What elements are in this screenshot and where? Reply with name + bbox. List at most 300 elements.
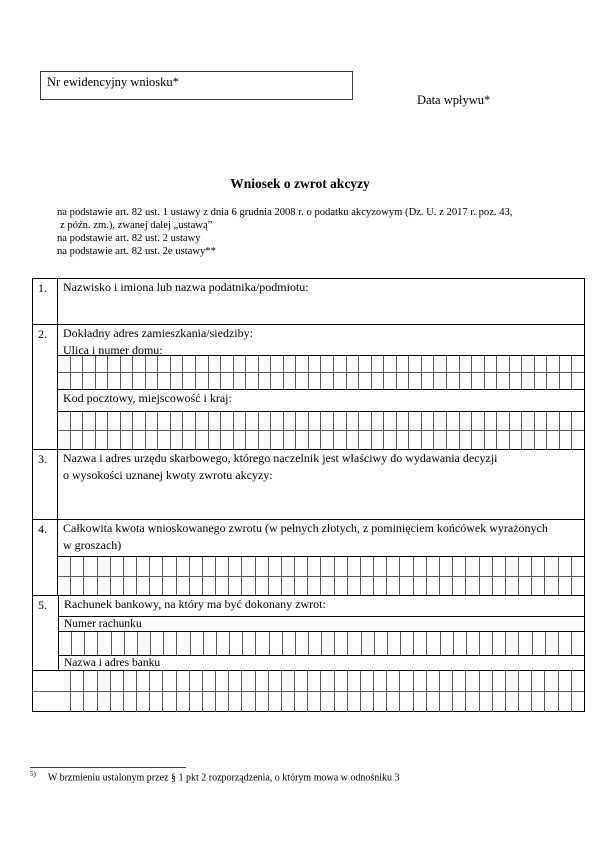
grid-cell[interactable] <box>346 373 359 389</box>
grid-cell[interactable] <box>120 431 133 449</box>
grid-cell[interactable] <box>270 431 283 449</box>
grid-cell[interactable] <box>97 692 110 712</box>
grid-cell[interactable] <box>571 373 584 389</box>
grid-cell[interactable] <box>571 632 584 655</box>
grid-cell[interactable] <box>421 431 434 449</box>
grid-cell[interactable] <box>466 632 479 655</box>
grid-cell[interactable] <box>484 373 497 389</box>
grid-cell[interactable] <box>58 671 70 691</box>
grid-cell[interactable] <box>182 356 195 372</box>
grid-cell[interactable] <box>189 557 202 576</box>
grid-cell[interactable] <box>505 671 518 691</box>
grid-cell[interactable] <box>283 431 296 449</box>
grid-cell[interactable] <box>233 356 246 372</box>
grid-cell[interactable] <box>97 632 110 655</box>
grid-cell[interactable] <box>373 577 386 595</box>
grid-cell[interactable] <box>124 632 137 655</box>
grid-cell[interactable] <box>521 431 534 449</box>
grid-cell[interactable] <box>413 632 426 655</box>
grid-cell[interactable] <box>176 577 189 595</box>
grid-cell[interactable] <box>157 431 170 449</box>
grid-cell[interactable] <box>532 632 545 655</box>
grid-cell[interactable] <box>162 671 175 691</box>
grid-cell[interactable] <box>195 431 208 449</box>
grid-cell[interactable] <box>58 373 70 389</box>
grid-cell[interactable] <box>373 557 386 576</box>
grid-cell[interactable] <box>71 632 84 655</box>
grid-cell[interactable] <box>465 671 478 691</box>
grid-cell[interactable] <box>559 412 572 430</box>
grid-cell[interactable] <box>107 412 120 430</box>
grid-cell[interactable] <box>307 692 320 712</box>
grid-cell[interactable] <box>182 373 195 389</box>
grid-cell[interactable] <box>255 557 268 576</box>
grid-cell[interactable] <box>281 692 294 712</box>
grid-cell[interactable] <box>283 373 296 389</box>
grid-cell[interactable] <box>571 412 584 430</box>
grid-cell[interactable] <box>220 412 233 430</box>
grid-cell[interactable] <box>176 632 189 655</box>
grid-cell[interactable] <box>518 632 531 655</box>
grid-cell[interactable] <box>509 412 522 430</box>
grid-cell[interactable] <box>95 373 108 389</box>
grid-cell[interactable] <box>320 577 333 595</box>
grid-cell[interactable] <box>505 577 518 595</box>
grid-cell[interactable] <box>505 692 518 712</box>
grid-cell[interactable] <box>170 356 183 372</box>
grid-cell[interactable] <box>258 373 271 389</box>
grid-cell[interactable] <box>571 557 584 576</box>
grid-cell[interactable] <box>534 412 547 430</box>
grid-cell[interactable] <box>509 373 522 389</box>
grid-cell[interactable] <box>307 557 320 576</box>
grid-cell[interactable] <box>70 373 83 389</box>
grid-cell[interactable] <box>268 692 281 712</box>
grid-cell[interactable] <box>83 557 96 576</box>
grid-cell[interactable] <box>386 671 399 691</box>
grid-cell[interactable] <box>216 632 229 655</box>
grid-cell[interactable] <box>546 431 559 449</box>
grid-cell[interactable] <box>459 356 472 372</box>
grid-cell[interactable] <box>479 632 492 655</box>
grid-cell[interactable] <box>70 431 83 449</box>
grid-cell[interactable] <box>558 692 571 712</box>
bank-char-grid-row[interactable] <box>33 691 584 712</box>
grid-cell[interactable] <box>371 373 384 389</box>
grid-cell[interactable] <box>215 671 228 691</box>
grid-cell[interactable] <box>294 671 307 691</box>
grid-cell[interactable] <box>360 692 373 712</box>
grid-cell[interactable] <box>347 577 360 595</box>
grid-cell[interactable] <box>111 632 124 655</box>
grid-cell[interactable] <box>374 632 387 655</box>
grid-cell[interactable] <box>245 412 258 430</box>
grid-cell[interactable] <box>107 373 120 389</box>
grid-cell[interactable] <box>421 356 434 372</box>
grid-cell[interactable] <box>162 557 175 576</box>
grid-cell[interactable] <box>439 557 452 576</box>
grid-cell[interactable] <box>465 692 478 712</box>
grid-cell[interactable] <box>132 412 145 430</box>
grid-cell[interactable] <box>283 356 296 372</box>
grid-cell[interactable] <box>373 692 386 712</box>
grid-cell[interactable] <box>452 577 465 595</box>
grid-cell[interactable] <box>255 671 268 691</box>
grid-cell[interactable] <box>83 577 96 595</box>
grid-cell[interactable] <box>110 692 123 712</box>
grid-cell[interactable] <box>459 431 472 449</box>
grid-cell[interactable] <box>426 632 439 655</box>
grid-cell[interactable] <box>110 671 123 691</box>
grid-cell[interactable] <box>149 577 162 595</box>
grid-cell[interactable] <box>471 356 484 372</box>
grid-cell[interactable] <box>215 557 228 576</box>
grid-cell[interactable] <box>149 557 162 576</box>
grid-cell[interactable] <box>83 671 96 691</box>
grid-cell[interactable] <box>399 692 412 712</box>
grid-cell[interactable] <box>334 577 347 595</box>
grid-cell[interactable] <box>320 431 333 449</box>
grid-cell[interactable] <box>82 373 95 389</box>
amount-char-grid-row[interactable] <box>58 556 584 576</box>
grid-cell[interactable] <box>347 557 360 576</box>
grid-cell[interactable] <box>82 356 95 372</box>
grid-cell[interactable] <box>268 577 281 595</box>
grid-cell[interactable] <box>546 356 559 372</box>
grid-cell[interactable] <box>413 692 426 712</box>
grid-cell[interactable] <box>333 412 346 430</box>
grid-cell[interactable] <box>157 412 170 430</box>
grid-cell[interactable] <box>446 412 459 430</box>
grid-cell[interactable] <box>202 577 215 595</box>
grid-cell[interactable] <box>268 557 281 576</box>
grid-cell[interactable] <box>358 373 371 389</box>
grid-cell[interactable] <box>70 671 83 691</box>
grid-cell[interactable] <box>399 577 412 595</box>
grid-cell[interactable] <box>228 671 241 691</box>
grid-cell[interactable] <box>132 356 145 372</box>
grid-cell[interactable] <box>283 412 296 430</box>
grid-cell[interactable] <box>182 412 195 430</box>
grid-cell[interactable] <box>58 692 70 712</box>
grid-cell[interactable] <box>228 577 241 595</box>
grid-cell[interactable] <box>518 577 531 595</box>
grid-cell[interactable] <box>509 431 522 449</box>
grid-cell[interactable] <box>347 671 360 691</box>
grid-cell[interactable] <box>571 356 584 372</box>
grid-cell[interactable] <box>358 356 371 372</box>
grid-cell[interactable] <box>492 671 505 691</box>
grid-cell[interactable] <box>334 557 347 576</box>
grid-cell[interactable] <box>408 431 421 449</box>
grid-cell[interactable] <box>544 671 557 691</box>
grid-cell[interactable] <box>95 356 108 372</box>
grid-cell[interactable] <box>559 373 572 389</box>
grid-cell[interactable] <box>123 692 136 712</box>
grid-cell[interactable] <box>107 356 120 372</box>
grid-cell[interactable] <box>208 412 221 430</box>
grid-cell[interactable] <box>360 577 373 595</box>
grid-cell[interactable] <box>308 632 321 655</box>
grid-cell[interactable] <box>433 373 446 389</box>
grid-cell[interactable] <box>123 577 136 595</box>
grid-cell[interactable] <box>245 356 258 372</box>
grid-cell[interactable] <box>282 632 295 655</box>
grid-cell[interactable] <box>307 671 320 691</box>
grid-cell[interactable] <box>387 632 400 655</box>
grid-cell[interactable] <box>157 373 170 389</box>
grid-cell[interactable] <box>170 373 183 389</box>
grid-cell[interactable] <box>132 431 145 449</box>
grid-cell[interactable] <box>492 632 505 655</box>
grid-cell[interactable] <box>373 671 386 691</box>
grid-cell[interactable] <box>215 577 228 595</box>
grid-cell[interactable] <box>136 692 149 712</box>
grid-cell[interactable] <box>270 412 283 430</box>
grid-cell[interactable] <box>446 431 459 449</box>
grid-cell[interactable] <box>120 412 133 430</box>
grid-cell[interactable] <box>484 356 497 372</box>
grid-cell[interactable] <box>149 671 162 691</box>
postal-char-grid-row[interactable] <box>58 411 584 430</box>
grid-cell[interactable] <box>433 431 446 449</box>
grid-cell[interactable] <box>558 632 571 655</box>
grid-cell[interactable] <box>189 692 202 712</box>
grid-cell[interactable] <box>446 356 459 372</box>
grid-cell[interactable] <box>228 557 241 576</box>
grid-cell[interactable] <box>534 373 547 389</box>
grid-cell[interactable] <box>281 577 294 595</box>
grid-cell[interactable] <box>479 577 492 595</box>
grid-cell[interactable] <box>320 557 333 576</box>
grid-cell[interactable] <box>479 671 492 691</box>
grid-cell[interactable] <box>559 431 572 449</box>
grid-cell[interactable] <box>471 373 484 389</box>
grid-cell[interactable] <box>241 671 254 691</box>
grid-cell[interactable] <box>531 671 544 691</box>
grid-cell[interactable] <box>413 577 426 595</box>
grid-cell[interactable] <box>83 692 96 712</box>
grid-cell[interactable] <box>176 557 189 576</box>
grid-cell[interactable] <box>233 412 246 430</box>
grid-cell[interactable] <box>241 692 254 712</box>
grid-cell[interactable] <box>202 557 215 576</box>
grid-cell[interactable] <box>320 373 333 389</box>
grid-cell[interactable] <box>268 671 281 691</box>
grid-cell[interactable] <box>531 577 544 595</box>
grid-cell[interactable] <box>471 412 484 430</box>
grid-cell[interactable] <box>215 692 228 712</box>
grid-cell[interactable] <box>386 692 399 712</box>
grid-cell[interactable] <box>195 373 208 389</box>
grid-cell[interactable] <box>446 373 459 389</box>
registry-number-box[interactable] <box>40 71 353 100</box>
grid-cell[interactable] <box>136 577 149 595</box>
grid-cell[interactable] <box>334 692 347 712</box>
grid-cell[interactable] <box>195 412 208 430</box>
amount-char-grid-row[interactable] <box>58 576 584 595</box>
grid-cell[interactable] <box>521 356 534 372</box>
grid-cell[interactable] <box>258 412 271 430</box>
grid-cell[interactable] <box>571 577 584 595</box>
grid-cell[interactable] <box>97 671 110 691</box>
grid-cell[interactable] <box>426 671 439 691</box>
grid-cell[interactable] <box>400 632 413 655</box>
grid-cell[interactable] <box>358 412 371 430</box>
grid-cell[interactable] <box>202 671 215 691</box>
grid-cell[interactable] <box>399 671 412 691</box>
grid-cell[interactable] <box>241 557 254 576</box>
grid-cell[interactable] <box>176 692 189 712</box>
grid-cell[interactable] <box>241 577 254 595</box>
grid-cell[interactable] <box>145 431 158 449</box>
grid-cell[interactable] <box>163 632 176 655</box>
grid-cell[interactable] <box>132 373 145 389</box>
grid-cell[interactable] <box>383 431 396 449</box>
grid-cell[interactable] <box>459 412 472 430</box>
grid-cell[interactable] <box>320 412 333 430</box>
grid-cell[interactable] <box>308 412 321 430</box>
grid-cell[interactable] <box>269 632 282 655</box>
grid-cell[interactable] <box>245 431 258 449</box>
grid-cell[interactable] <box>346 412 359 430</box>
grid-cell[interactable] <box>58 431 70 449</box>
grid-cell[interactable] <box>333 431 346 449</box>
grid-cell[interactable] <box>145 412 158 430</box>
grid-cell[interactable] <box>136 557 149 576</box>
grid-cell[interactable] <box>162 692 175 712</box>
grid-cell[interactable] <box>229 632 242 655</box>
grid-cell[interactable] <box>360 557 373 576</box>
grid-cell[interactable] <box>358 431 371 449</box>
grid-cell[interactable] <box>220 373 233 389</box>
grid-cell[interactable] <box>208 356 221 372</box>
grid-cell[interactable] <box>371 412 384 430</box>
grid-cell[interactable] <box>333 373 346 389</box>
grid-cell[interactable] <box>496 356 509 372</box>
grid-cell[interactable] <box>531 692 544 712</box>
grid-cell[interactable] <box>534 356 547 372</box>
grid-cell[interactable] <box>479 692 492 712</box>
grid-cell[interactable] <box>270 356 283 372</box>
grid-cell[interactable] <box>571 671 584 691</box>
grid-cell[interactable] <box>270 373 283 389</box>
grid-cell[interactable] <box>505 557 518 576</box>
grid-cell[interactable] <box>295 373 308 389</box>
grid-cell[interactable] <box>347 692 360 712</box>
grid-cell[interactable] <box>182 431 195 449</box>
grid-cell[interactable] <box>383 373 396 389</box>
grid-cell[interactable] <box>308 373 321 389</box>
grid-cell[interactable] <box>97 577 110 595</box>
grid-cell[interactable] <box>396 431 409 449</box>
grid-cell[interactable] <box>107 431 120 449</box>
grid-cell[interactable] <box>320 692 333 712</box>
grid-cell[interactable] <box>544 557 557 576</box>
grid-cell[interactable] <box>440 632 453 655</box>
grid-cell[interactable] <box>84 632 97 655</box>
grid-cell[interactable] <box>208 431 221 449</box>
row-1-content[interactable] <box>58 279 584 324</box>
grid-cell[interactable] <box>233 373 246 389</box>
grid-cell[interactable] <box>308 431 321 449</box>
grid-cell[interactable] <box>558 557 571 576</box>
grid-cell[interactable] <box>571 692 584 712</box>
grid-cell[interactable] <box>308 356 321 372</box>
grid-cell[interactable] <box>189 577 202 595</box>
grid-cell[interactable] <box>453 632 466 655</box>
grid-cell[interactable] <box>465 577 478 595</box>
grid-cell[interactable] <box>396 412 409 430</box>
grid-cell[interactable] <box>484 431 497 449</box>
grid-cell[interactable] <box>295 632 308 655</box>
grid-cell[interactable] <box>492 577 505 595</box>
grid-cell[interactable] <box>452 557 465 576</box>
postal-char-grid-row[interactable] <box>58 430 584 449</box>
street-char-grid-row[interactable] <box>58 355 584 372</box>
grid-cell[interactable] <box>110 577 123 595</box>
grid-cell[interactable] <box>521 373 534 389</box>
grid-cell[interactable] <box>195 356 208 372</box>
grid-cell[interactable] <box>70 412 83 430</box>
grid-cell[interactable] <box>176 671 189 691</box>
grid-cell[interactable] <box>383 412 396 430</box>
grid-cell[interactable] <box>258 356 271 372</box>
grid-cell[interactable] <box>281 671 294 691</box>
grid-cell[interactable] <box>58 557 70 576</box>
grid-cell[interactable] <box>346 431 359 449</box>
grid-lead-cell[interactable] <box>33 671 58 691</box>
grid-cell[interactable] <box>408 356 421 372</box>
grid-cell[interactable] <box>426 577 439 595</box>
grid-cell[interactable] <box>347 632 360 655</box>
grid-cell[interactable] <box>413 671 426 691</box>
grid-cell[interactable] <box>307 577 320 595</box>
grid-cell[interactable] <box>518 557 531 576</box>
grid-cell[interactable] <box>157 356 170 372</box>
grid-cell[interactable] <box>408 412 421 430</box>
grid-cell[interactable] <box>413 557 426 576</box>
grid-cell[interactable] <box>421 412 434 430</box>
grid-cell[interactable] <box>58 577 70 595</box>
grid-cell[interactable] <box>59 632 71 655</box>
grid-cell[interactable] <box>439 671 452 691</box>
grid-cell[interactable] <box>295 431 308 449</box>
grid-cell[interactable] <box>120 373 133 389</box>
grid-cell[interactable] <box>333 356 346 372</box>
grid-cell[interactable] <box>521 412 534 430</box>
grid-cell[interactable] <box>110 557 123 576</box>
grid-cell[interactable] <box>361 632 374 655</box>
grid-cell[interactable] <box>294 557 307 576</box>
grid-cell[interactable] <box>426 692 439 712</box>
grid-cell[interactable] <box>255 577 268 595</box>
grid-cell[interactable] <box>386 557 399 576</box>
grid-cell[interactable] <box>383 356 396 372</box>
grid-cell[interactable] <box>346 356 359 372</box>
grid-cell[interactable] <box>97 557 110 576</box>
grid-cell[interactable] <box>170 412 183 430</box>
grid-cell[interactable] <box>492 692 505 712</box>
grid-cell[interactable] <box>220 356 233 372</box>
grid-cell[interactable] <box>162 577 175 595</box>
grid-cell[interactable] <box>396 356 409 372</box>
grid-cell[interactable] <box>471 431 484 449</box>
grid-cell[interactable] <box>190 632 203 655</box>
grid-cell[interactable] <box>242 632 255 655</box>
grid-cell[interactable] <box>465 557 478 576</box>
grid-cell[interactable] <box>334 671 347 691</box>
